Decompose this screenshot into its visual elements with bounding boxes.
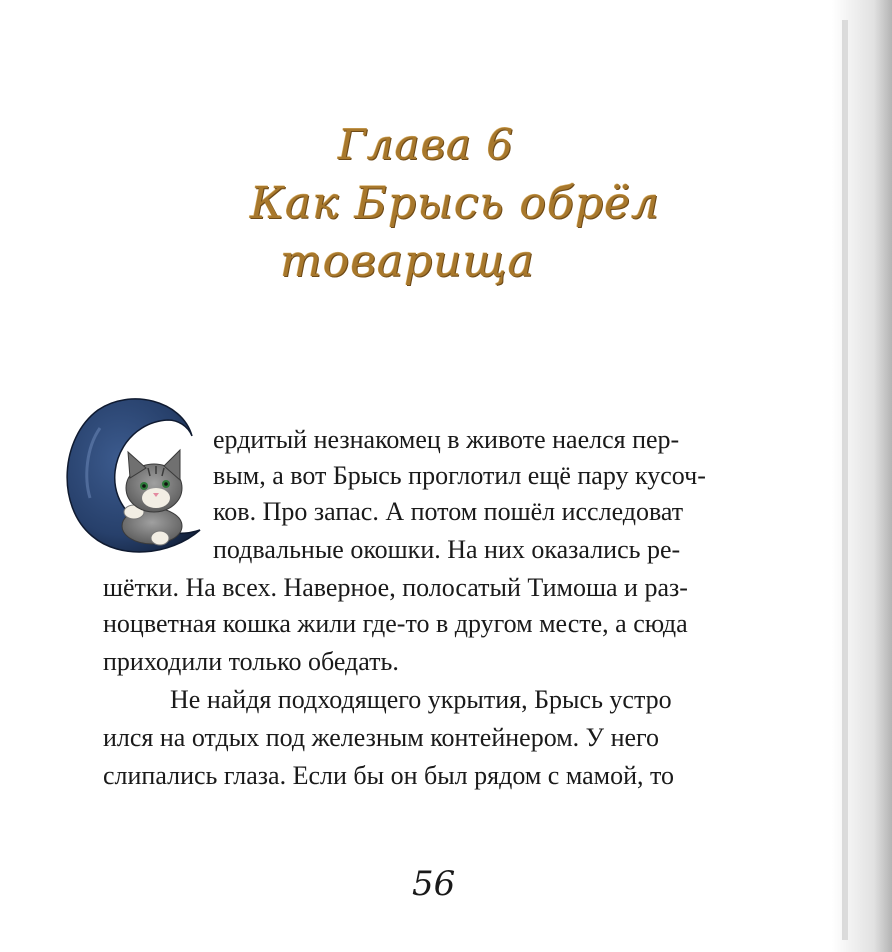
page-number: 56 bbox=[412, 864, 456, 904]
dropcap-moon-cat-illustration bbox=[60, 388, 210, 558]
text-line-4: подвальные окошки. На них оказались ре- bbox=[213, 535, 681, 564]
text-line-10: слипались глаза. Если бы он был рядом с мамой, то bbox=[103, 761, 675, 790]
text-line-6: ноцветная кошка жили где-то в другом месте, а сюда bbox=[103, 609, 688, 638]
text-line-5: шётки. На всех. Наверное, полосатый Тимоша и раз- bbox=[103, 573, 688, 602]
text-line-3: ков. Про запас. А потом пошёл исследоват bbox=[213, 497, 684, 526]
text-line-9: ился на отдых под железным контейнером. У него bbox=[103, 723, 660, 752]
chapter-number: Глава 6 bbox=[338, 120, 515, 169]
text-line-8: Не найдя подходящего укрытия, Брысь устро bbox=[170, 685, 672, 714]
text-line-7: приходили только обедать. bbox=[103, 647, 399, 676]
chapter-title-line-1: Как Брысь обрёл bbox=[250, 178, 661, 229]
page-gutter-shadow bbox=[832, 0, 892, 952]
chapter-title-line-2: товарища bbox=[280, 236, 535, 287]
chapter-title bbox=[240, 100, 760, 315]
text-line-1: ердитый незнакомец в животе наелся пер- bbox=[213, 425, 680, 454]
text-line-2: вым, а вот Брысь проглотил ещё пару кусоч- bbox=[213, 461, 706, 490]
